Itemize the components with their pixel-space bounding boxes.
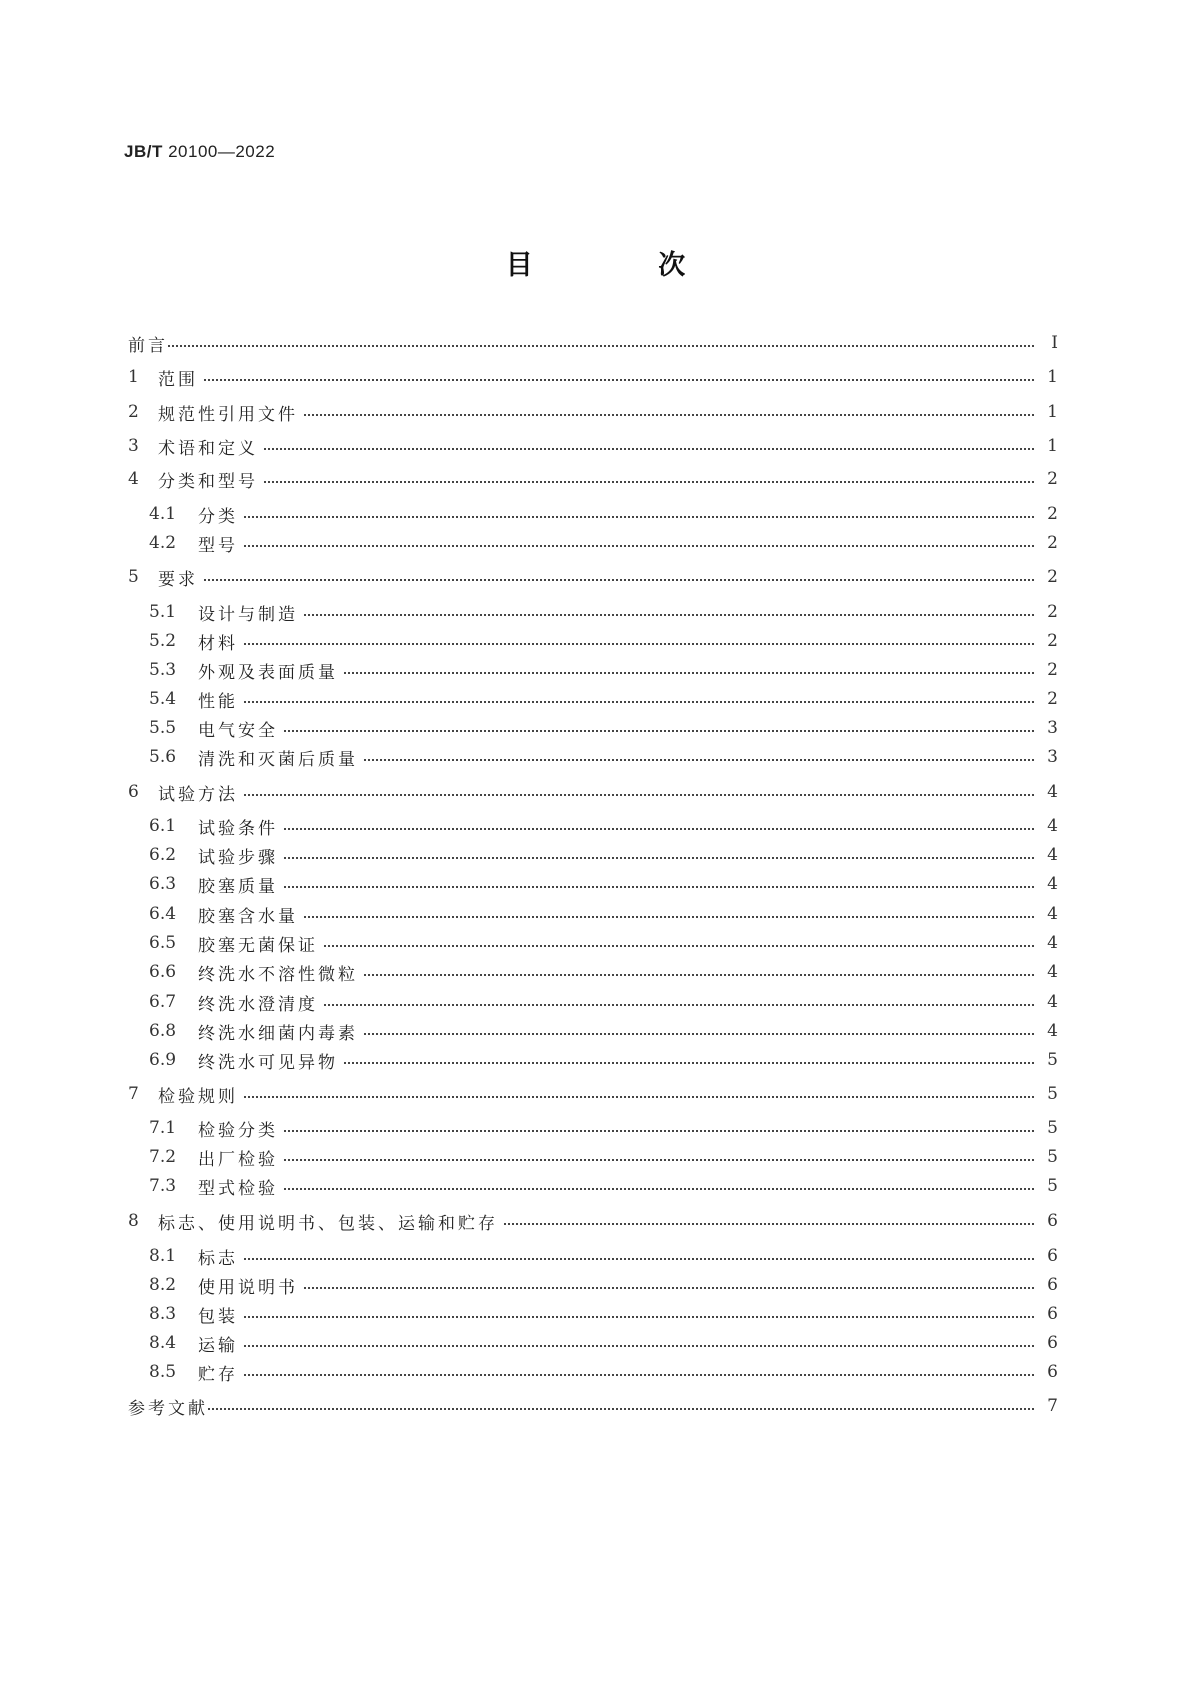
dot-leader (304, 399, 1034, 425)
toc-entry-page-number: 1 (1047, 402, 1058, 422)
dot-leader (204, 564, 1034, 590)
dot-leader (284, 1144, 1034, 1170)
toc-entry-label: 规范性引用文件 (158, 404, 298, 425)
toc-entry-label: 标志 (198, 1248, 238, 1269)
toc-entry-number: 7.3 (149, 1176, 177, 1196)
toc-entry-page-number: 5 (1047, 1084, 1058, 1104)
toc-entry-number: 7.1 (149, 1118, 177, 1138)
toc-entry-number: 2 (128, 402, 139, 422)
dot-leader (244, 1301, 1034, 1327)
toc-entry-label: 贮存 (198, 1364, 238, 1385)
toc-entry-number: 4.1 (149, 504, 177, 524)
dot-leader (264, 466, 1034, 492)
dot-leader (244, 686, 1034, 712)
toc-entry-number: 5.3 (149, 660, 177, 680)
toc-entry-label: 试验方法 (158, 784, 238, 805)
dot-leader (244, 530, 1034, 556)
dot-leader (324, 930, 1034, 956)
toc-entry[interactable] (128, 530, 1058, 556)
toc-entry-number: 8.2 (149, 1275, 177, 1295)
toc-entry[interactable] (128, 744, 1058, 770)
toc-entry-label: 要求 (158, 569, 198, 590)
toc-entry-page-number: 2 (1047, 504, 1058, 524)
toc-entry[interactable] (128, 930, 1058, 956)
toc-entry[interactable] (128, 1243, 1058, 1269)
toc-entry-page-number: 7 (1047, 1396, 1058, 1416)
standard-prefix: JB/T (124, 142, 163, 161)
toc-entry-page-number: 5 (1047, 1176, 1058, 1196)
toc-heading: 目 次 (505, 250, 744, 281)
toc-entry[interactable] (128, 901, 1058, 927)
toc-entry-label: 终洗水不溶性微粒 (198, 964, 358, 985)
dot-leader (264, 433, 1034, 459)
toc-entry[interactable] (128, 813, 1058, 839)
toc-entry-page-number: 2 (1047, 469, 1058, 489)
toc-entry-number: 3 (128, 436, 139, 456)
toc-entry-page-number: 6 (1047, 1333, 1058, 1353)
dot-leader (364, 744, 1034, 770)
toc-entry-page-number: 3 (1047, 747, 1058, 767)
dot-leader (244, 1081, 1034, 1107)
toc-entry[interactable] (128, 959, 1058, 985)
toc-entry-number: 6.7 (149, 992, 177, 1012)
toc-entry[interactable] (128, 1301, 1058, 1327)
dot-leader (364, 1018, 1034, 1044)
toc-entry[interactable] (128, 1047, 1058, 1073)
toc-entry-page-number: 2 (1047, 631, 1058, 651)
toc-entry-page-number: Ⅰ (1051, 333, 1058, 353)
toc-entry[interactable] (128, 657, 1058, 683)
dot-leader (344, 657, 1034, 683)
dot-leader (284, 813, 1034, 839)
toc-entry-number: 5.5 (149, 718, 177, 738)
toc-entry-label: 清洗和灭菌后质量 (198, 749, 358, 770)
dot-leader (304, 901, 1034, 927)
dot-leader (304, 1272, 1034, 1298)
toc-entry-number: 8.4 (149, 1333, 177, 1353)
toc-entry-number: 5.4 (149, 689, 177, 709)
dot-leader (284, 715, 1034, 741)
dot-leader (168, 330, 1034, 356)
toc-entry-label: 胶塞质量 (198, 876, 278, 897)
toc-entry-label: 胶塞无菌保证 (198, 935, 318, 956)
toc-entry-page-number: 3 (1047, 718, 1058, 738)
toc-entry-label: 外观及表面质量 (198, 662, 338, 683)
toc-entry-number: 5.2 (149, 631, 177, 651)
toc-entry-page-number: 2 (1047, 660, 1058, 680)
toc-entry-label: 设计与制造 (198, 604, 298, 625)
toc-entry[interactable] (128, 330, 1058, 356)
toc-entry-number: 4 (128, 469, 139, 489)
toc-entry[interactable] (128, 466, 1058, 492)
dot-leader (504, 1208, 1034, 1234)
toc-entry-page-number: 4 (1047, 874, 1058, 894)
toc-entry[interactable] (128, 628, 1058, 654)
dot-leader (204, 364, 1034, 390)
toc-entry[interactable] (128, 564, 1058, 590)
toc-entry-label: 前言 (128, 335, 168, 356)
toc-entry-number: 6.3 (149, 874, 177, 894)
toc-entry-label: 性能 (198, 691, 238, 712)
toc-entry-page-number: 2 (1047, 567, 1058, 587)
toc-entry[interactable] (128, 599, 1058, 625)
toc-entry-label: 范围 (158, 369, 198, 390)
toc-entry-number: 6.1 (149, 816, 177, 836)
dot-leader (284, 1173, 1034, 1199)
toc-entry-page-number: 4 (1047, 782, 1058, 802)
toc-entry-label: 试验条件 (198, 818, 278, 839)
toc-entry-label: 运输 (198, 1335, 238, 1356)
toc-entry[interactable] (128, 1208, 1058, 1234)
toc-entry-number: 4.2 (149, 533, 177, 553)
toc-entry-number: 6.9 (149, 1050, 177, 1070)
toc-entry-number: 6.8 (149, 1021, 177, 1041)
toc-entry[interactable] (128, 1359, 1058, 1385)
toc-entry-number: 7.2 (149, 1147, 177, 1167)
toc-entry-number: 6.4 (149, 904, 177, 924)
toc-entry-number: 6.5 (149, 933, 177, 953)
toc-entry-number: 5 (128, 567, 139, 587)
toc-entry[interactable] (128, 1144, 1058, 1170)
toc-entry-label: 术语和定义 (158, 438, 258, 459)
dot-leader (344, 1047, 1034, 1073)
toc-entry-page-number: 5 (1047, 1147, 1058, 1167)
toc-entry-label: 终洗水可见异物 (198, 1052, 338, 1073)
toc-entry-label: 终洗水细菌内毒素 (198, 1023, 358, 1044)
toc-entry-label: 胶塞含水量 (198, 906, 298, 927)
dot-leader (244, 1330, 1034, 1356)
dot-leader (284, 871, 1034, 897)
toc-entry-page-number: 6 (1047, 1304, 1058, 1324)
toc-entry-label: 终洗水澄清度 (198, 994, 318, 1015)
toc-entry-page-number: 4 (1047, 904, 1058, 924)
toc-entry-number: 8.1 (149, 1246, 177, 1266)
toc-entry-page-number: 4 (1047, 845, 1058, 865)
toc-entry-label: 试验步骤 (198, 847, 278, 868)
toc-entry[interactable] (128, 842, 1058, 868)
toc-entry-label: 标志、使用说明书、包装、运输和贮存 (158, 1213, 498, 1234)
toc-entry[interactable] (128, 1018, 1058, 1044)
toc-entry-page-number: 6 (1047, 1362, 1058, 1382)
dot-leader (284, 1115, 1034, 1141)
document-code (124, 142, 275, 162)
toc-entry[interactable] (128, 1330, 1058, 1356)
dot-leader (208, 1393, 1034, 1419)
toc-entry-page-number: 1 (1047, 367, 1058, 387)
toc-entry[interactable] (128, 364, 1058, 390)
toc-entry[interactable] (128, 1272, 1058, 1298)
toc-entry-number: 8.5 (149, 1362, 177, 1382)
toc-entry-page-number: 6 (1047, 1211, 1058, 1231)
toc-entry-number: 6 (128, 782, 139, 802)
toc-entry-label: 出厂检验 (198, 1149, 278, 1170)
dot-leader (244, 1359, 1034, 1385)
toc-entry-page-number: 5 (1047, 1118, 1058, 1138)
toc-entry[interactable] (128, 1173, 1058, 1199)
dot-leader (244, 779, 1034, 805)
toc-entry-page-number: 1 (1047, 436, 1058, 456)
toc-entry-number: 1 (128, 367, 139, 387)
toc-entry-label: 使用说明书 (198, 1277, 298, 1298)
toc-entry-label: 参考文献 (128, 1398, 208, 1419)
toc-entry-label: 包装 (198, 1306, 238, 1327)
toc-entry-label: 型号 (198, 535, 238, 556)
toc-entry-page-number: 2 (1047, 689, 1058, 709)
toc-entry[interactable] (128, 399, 1058, 425)
toc-entry-number: 8 (128, 1211, 139, 1231)
standard-number: 20100—2022 (168, 142, 276, 161)
toc-entry-label: 材料 (198, 633, 238, 654)
dot-leader (284, 842, 1034, 868)
toc-entry-page-number: 2 (1047, 602, 1058, 622)
toc-entry-number: 6.6 (149, 962, 177, 982)
toc-entry[interactable] (128, 433, 1058, 459)
toc-entry-number: 5.6 (149, 747, 177, 767)
dot-leader (244, 1243, 1034, 1269)
toc-entry-label: 检验分类 (198, 1120, 278, 1141)
toc-entry-page-number: 4 (1047, 1021, 1058, 1041)
dot-leader (244, 628, 1034, 654)
toc-entry-page-number: 5 (1047, 1050, 1058, 1070)
toc-entry[interactable] (128, 715, 1058, 741)
toc-entry-page-number: 4 (1047, 962, 1058, 982)
toc-entry-label: 分类 (198, 506, 238, 527)
toc-entry[interactable] (128, 1393, 1058, 1419)
toc-entry-number: 7 (128, 1084, 139, 1104)
toc-entry-page-number: 4 (1047, 992, 1058, 1012)
toc-entry[interactable] (128, 1081, 1058, 1107)
toc-entry-page-number: 6 (1047, 1275, 1058, 1295)
toc-entry[interactable] (128, 686, 1058, 712)
dot-leader (244, 501, 1034, 527)
toc-entry-page-number: 6 (1047, 1246, 1058, 1266)
toc-entry-label: 型式检验 (198, 1178, 278, 1199)
toc-entry-number: 6.2 (149, 845, 177, 865)
toc-entry-page-number: 4 (1047, 933, 1058, 953)
toc-entry-page-number: 4 (1047, 816, 1058, 836)
toc-entry-page-number: 2 (1047, 533, 1058, 553)
dot-leader (324, 989, 1034, 1015)
toc-entry-number: 5.1 (149, 602, 177, 622)
toc-entry[interactable] (128, 871, 1058, 897)
dot-leader (364, 959, 1034, 985)
toc-entry[interactable] (128, 779, 1058, 805)
toc-entry-label: 电气安全 (198, 720, 278, 741)
toc-entry[interactable] (128, 989, 1058, 1015)
toc-entry-number: 8.3 (149, 1304, 177, 1324)
toc-entry-label: 分类和型号 (158, 471, 258, 492)
toc-entry-label: 检验规则 (158, 1086, 238, 1107)
toc-entry[interactable] (128, 501, 1058, 527)
toc-entry[interactable] (128, 1115, 1058, 1141)
dot-leader (304, 599, 1034, 625)
